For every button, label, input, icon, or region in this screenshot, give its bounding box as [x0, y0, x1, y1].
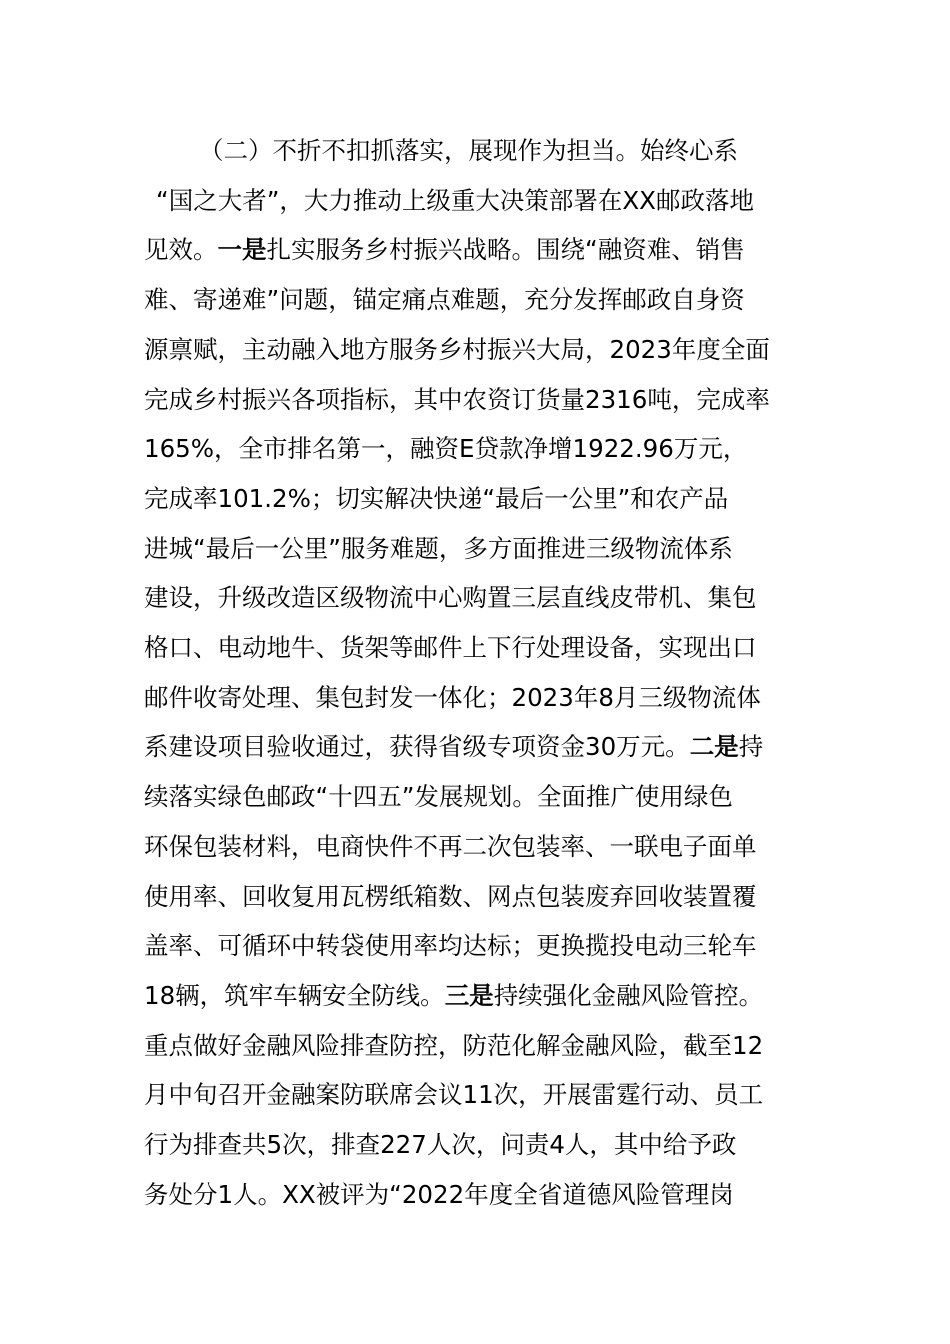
emphasis-heading: 二是 [689, 732, 739, 762]
text-line: 邮件收寄处理、集包封发一体化；2023年8月三级物流体 [144, 682, 761, 712]
text-line: “国之大者”，大力推动上级重大决策部署在XX邮政落地 [156, 185, 754, 215]
text-line: 格口、电动地牛、货架等邮件上下行处理设备，实现出口 [144, 633, 757, 663]
text-run: 持续强化金融风险管控。 [493, 980, 764, 1010]
text-line: 165%，全市排名第一，融资E贷款净增1922.96万元， [144, 434, 748, 464]
text-run: 扎实服务乡村振兴战略。围绕“融资难、销售 [266, 235, 745, 265]
emphasis-heading: 三是 [444, 980, 494, 1010]
text-line: （二）不折不扣抓落实，展现作为担当。始终心系 [199, 136, 738, 165]
text-line: 续落实绿色邮政“十四五”发展规划。全面推广使用绿色 [144, 782, 733, 812]
text-line: 月中旬召开金融案防联席会议11次，开展雷霆行动、员工 [144, 1080, 764, 1110]
text-run: 系建设项目验收通过，获得省级专项资金30万元。 [144, 732, 690, 762]
text-line: 难、寄递难”问题，锚定痛点难题，充分发挥邮政自身资 [144, 285, 745, 315]
text-line: 进城“最后一公里”服务难题，多方面推进三级物流体系 [144, 533, 733, 563]
text-line: 务处分1人。XX被评为“2022年度全省道德风险管理岗 [144, 1179, 734, 1209]
text-line: 源禀赋，主动融入地方服务乡村振兴大局，2023年度全面 [144, 334, 770, 364]
text-line [144, 971, 810, 1021]
text-run: 18辆，筑牢车辆安全防线。 [144, 980, 445, 1010]
text-line: 完成率101.2%；切实解决快递“最后一公里”和农产品 [144, 483, 729, 513]
text-line: 环保包装材料，电商快件不再二次包装率、一联电子面单 [144, 831, 757, 861]
body-paragraph [144, 126, 810, 1219]
text-line: 重点做好金融风险排查防控，防范化解金融风险，截至12 [144, 1030, 764, 1060]
text-run: 见效。 [144, 235, 218, 265]
text-line: 使用率、回收复用瓦楞纸箱数、网点包装废弃回收装置覆 [144, 881, 757, 911]
emphasis-heading: 一是 [217, 235, 267, 265]
text-line: 建设，升级改造区级物流中心购置三层直线皮带机、集包 [144, 583, 757, 613]
text-line: 行为排查共5次，排查227人次，问责4人，其中给予政 [144, 1130, 737, 1160]
text-line [144, 225, 810, 275]
text-line [144, 722, 810, 772]
text-line: 完成乡村振兴各项指标，其中农资订货量2316吨，完成率 [144, 384, 770, 414]
text-run: 持 [738, 732, 764, 762]
text-line: 盖率、可循环中转袋使用率均达标；更换揽投电动三轮车 [144, 931, 757, 961]
